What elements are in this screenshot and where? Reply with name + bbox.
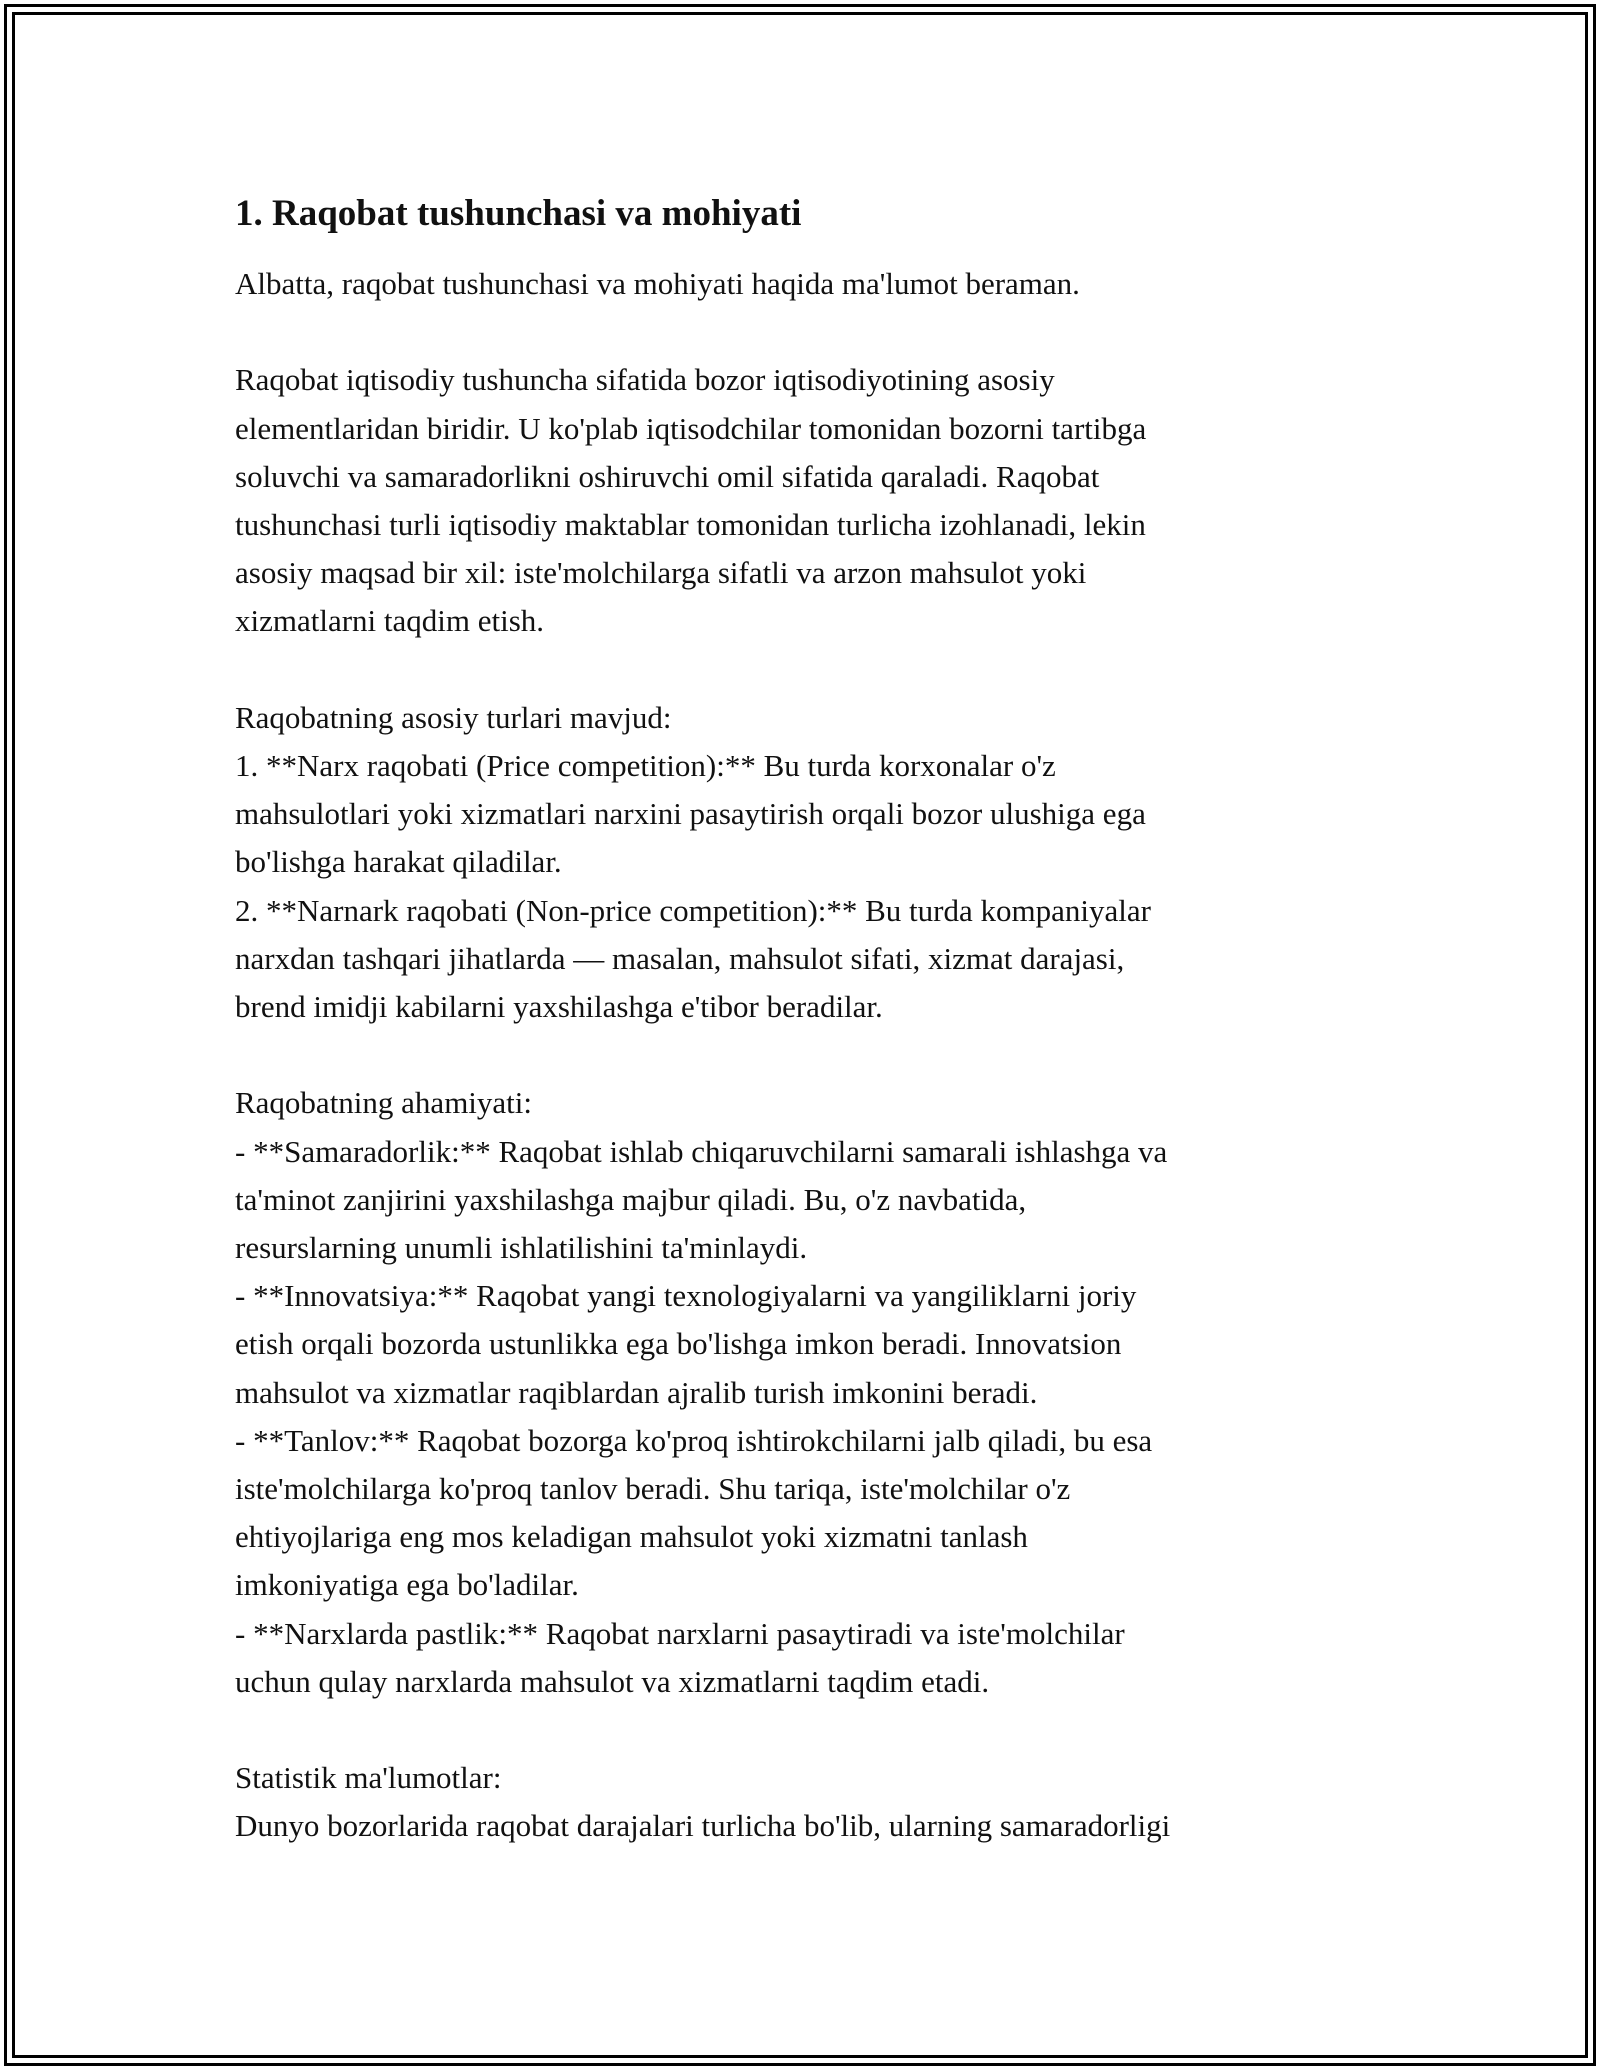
definition-paragraph	[235, 356, 1365, 645]
list-item: - **Tanlov:** Raqobat bozorga ko'proq ishtirokchilarni jalb qiladi, bu esa	[235, 1422, 1153, 1458]
text-line: soluvchi va samaradorlikni oshiruvchi omil sifatida qaraladi. Raqobat	[235, 458, 1100, 494]
list-item: 1. **Narx raqobati (Price competition):** Bu turda korxonalar o'z	[235, 748, 1056, 783]
text-line: Raqobatning asosiy turlari mavjud:	[235, 699, 672, 735]
list-item: - **Innovatsiya:** Raqobat yangi texnologiyalarni va yangiliklarni joriy	[235, 1278, 1137, 1314]
list-item: 2. **Narnark raqobati (Non-price competition):** Bu turda kompaniyalar	[235, 892, 1151, 928]
document-body	[235, 188, 1365, 1899]
text-line: bo'lishga harakat qiladilar.	[235, 844, 562, 880]
text-line: ehtiyojlariga eng mos keladigan mahsulot yoki xizmatni tanlash	[235, 1519, 1028, 1555]
text-line: ta'minot zanjirini yaxshilashga majbur qiladi. Bu, o'z navbatida,	[235, 1181, 1027, 1217]
text-line: asosiy maqsad bir xil: iste'molchilarga sifatli va arzon mahsulot yoki	[235, 555, 1087, 591]
text-line: elementlaridan biridir. U ko'plab iqtisodchilar tomonidan bozorni tartibga	[235, 410, 1147, 446]
list-item: - **Samaradorlik:** Raqobat ishlab chiqaruvchilarni samarali ishlashga va	[235, 1133, 1168, 1169]
text-line: resurslarning unumli ishlatilishini ta'minlaydi.	[235, 1230, 808, 1266]
statistics-paragraph	[235, 1754, 1365, 1850]
text-line: Raqobat iqtisodiy tushuncha sifatida bozor iqtisodiyotining asosiy	[235, 362, 1055, 398]
text-line: uchun qulay narxlarda mahsulot va xizmatlarni taqdim etadi.	[235, 1663, 990, 1699]
competition-types-paragraph	[235, 694, 1365, 1031]
text-line: xizmatlarni taqdim etish.	[235, 603, 545, 639]
intro-paragraph	[235, 260, 1365, 308]
text-line: tushunchasi turli iqtisodiy maktablar tomonidan turlicha izohlanadi, lekin	[235, 507, 1146, 542]
text-line: Dunyo bozorlarida raqobat darajalari turlicha bo'lib, ularning samaradorligi	[235, 1808, 1171, 1844]
text-line: imkoniyatiga ega bo'ladilar.	[235, 1567, 579, 1603]
text-line: brend imidji kabilarni yaxshilashga e'tibor beradilar.	[235, 989, 883, 1025]
section-heading: 1. Raqobat tushunchasi va mohiyati	[235, 193, 802, 234]
text-line: Statistik ma'lumotlar:	[235, 1760, 502, 1796]
text-line: narxdan tashqari jihatlarda — masalan, mahsulot sifati, xizmat darajasi,	[235, 940, 1125, 976]
text-line: mahsulot va xizmatlar raqiblardan ajralib turish imkonini beradi.	[235, 1374, 1038, 1410]
importance-paragraph	[235, 1079, 1365, 1706]
text-line: mahsulotlari yoki xizmatlari narxini pasaytirish orqali bozor ulushiga ega	[235, 796, 1146, 832]
text-line: Raqobatning ahamiyati:	[235, 1085, 533, 1121]
text-line: Albatta, raqobat tushunchasi va mohiyati haqida ma'lumot beraman.	[235, 266, 1080, 301]
text-line: etish orqali bozorda ustunlikka ega bo'lishga imkon beradi. Innovatsion	[235, 1326, 1122, 1362]
text-line: iste'molchilarga ko'proq tanlov beradi. Shu tariqa, iste'molchilar o'z	[235, 1471, 1071, 1507]
list-item: - **Narxlarda pastlik:** Raqobat narxlarni pasaytiradi va iste'molchilar	[235, 1615, 1125, 1651]
